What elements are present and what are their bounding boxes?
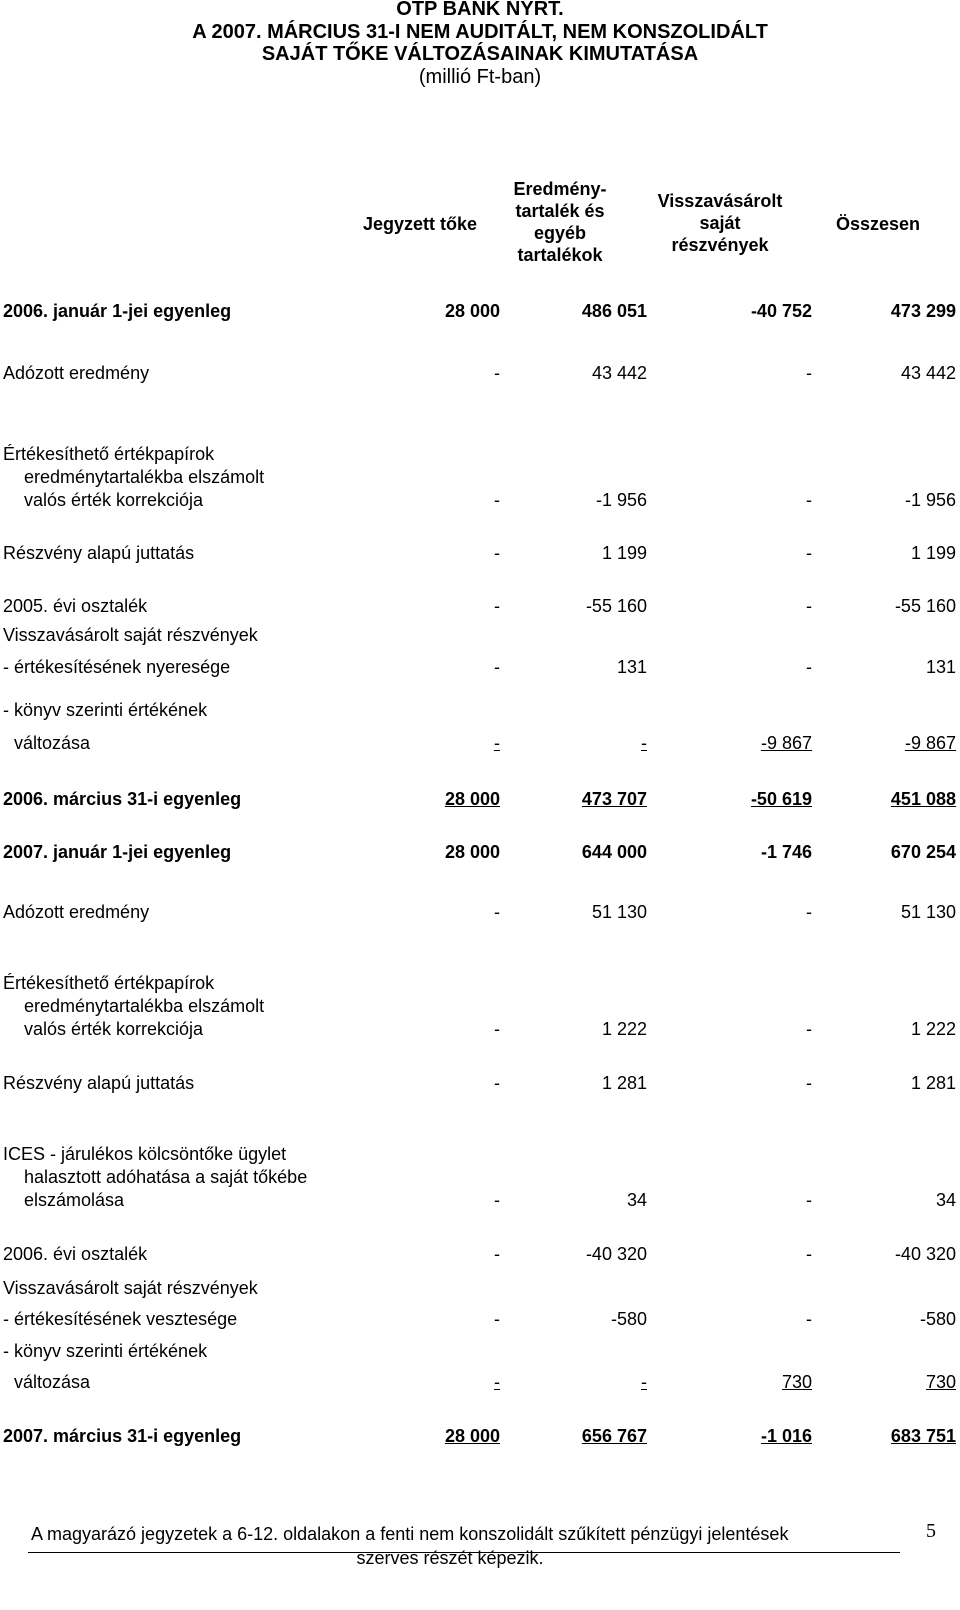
cell-eredmenytartalek: - bbox=[641, 1372, 647, 1392]
page-number: 5 bbox=[926, 1520, 936, 1542]
cell-eredmenytartalek: -580 bbox=[610, 1309, 647, 1329]
cell-osszesen: -1 956 bbox=[904, 490, 956, 510]
row-label: halasztott adóhatása a saját tőkébe bbox=[24, 1167, 308, 1187]
row-label: 2006. évi osztalék bbox=[3, 1244, 148, 1264]
cell-jegyzett-toke: - bbox=[494, 596, 500, 616]
cell-eredmenytartalek: -40 320 bbox=[585, 1244, 647, 1264]
cell-jegyzett-toke: 28 000 bbox=[444, 842, 500, 862]
cell-eredmenytartalek: 43 442 bbox=[591, 363, 647, 383]
cell-visszavasarolt: -1 746 bbox=[760, 842, 812, 862]
cell-osszesen: 451 088 bbox=[890, 789, 956, 809]
footer-note-line2: szerves részét képezik. bbox=[356, 1548, 544, 1568]
cell-eredmenytartalek: - bbox=[641, 733, 647, 753]
cell-eredmenytartalek: 656 767 bbox=[581, 1426, 647, 1446]
cell-eredmenytartalek: 473 707 bbox=[581, 789, 647, 809]
row-label: eredménytartalékba elszámolt bbox=[24, 996, 265, 1016]
col-header-osszesen: Összesen bbox=[835, 214, 921, 234]
cell-eredmenytartalek: 1 281 bbox=[601, 1073, 647, 1093]
cell-osszesen: 51 130 bbox=[900, 902, 956, 922]
cell-osszesen: 1 281 bbox=[910, 1073, 956, 1093]
cell-osszesen: 473 299 bbox=[890, 301, 956, 321]
row-label: - értékesítésének nyeresége bbox=[3, 657, 231, 677]
unit-note: (millió Ft-ban) bbox=[418, 66, 542, 88]
footer-note-line1: A magyarázó jegyzetek a 6-12. oldalakon a fenti nem konszolidált szűkített pénzügyi jelentések bbox=[31, 1524, 789, 1544]
cell-osszesen: 683 751 bbox=[890, 1426, 956, 1446]
cell-osszesen: 730 bbox=[925, 1372, 956, 1392]
row-label: eredménytartalékba elszámolt bbox=[24, 467, 265, 487]
cell-osszesen: 131 bbox=[925, 657, 956, 677]
cell-visszavasarolt: -40 752 bbox=[750, 301, 812, 321]
row-label: Értékesíthető értékpapírok bbox=[3, 973, 215, 993]
row-label: Adózott eredmény bbox=[3, 363, 150, 383]
cell-jegyzett-toke: - bbox=[494, 543, 500, 563]
cell-visszavasarolt: - bbox=[806, 543, 812, 563]
row-label: Visszavásárolt saját részvények bbox=[3, 625, 258, 645]
cell-eredmenytartalek: 1 222 bbox=[601, 1019, 647, 1039]
cell-jegyzett-toke: - bbox=[494, 1372, 500, 1392]
cell-jegyzett-toke: - bbox=[494, 1309, 500, 1329]
row-label: változása bbox=[14, 733, 91, 753]
cell-visszavasarolt: 730 bbox=[781, 1372, 812, 1392]
cell-osszesen: -9 867 bbox=[904, 733, 956, 753]
cell-osszesen: -55 160 bbox=[894, 596, 956, 616]
row-label: valós érték korrekciója bbox=[24, 490, 204, 510]
cell-eredmenytartalek: 131 bbox=[616, 657, 647, 677]
cell-osszesen: 670 254 bbox=[890, 842, 956, 862]
cell-jegyzett-toke: 28 000 bbox=[444, 301, 500, 321]
row-label: ICES - járulékos kölcsöntőke ügylet bbox=[3, 1144, 287, 1164]
cell-eredmenytartalek: 644 000 bbox=[581, 842, 647, 862]
cell-osszesen: 1 222 bbox=[910, 1019, 956, 1039]
row-label: elszámolása bbox=[24, 1190, 125, 1210]
row-label: 2006. március 31-i egyenleg bbox=[3, 789, 242, 809]
statement-title-line1: A 2007. MÁRCIUS 31-I NEM AUDITÁLT, NEM KONSZOLIDÁLT bbox=[192, 21, 768, 43]
cell-visszavasarolt: -1 016 bbox=[760, 1426, 812, 1446]
cell-osszesen: -580 bbox=[919, 1309, 956, 1329]
statement-title-line2: SAJÁT TŐKE VÁLTOZÁSAINAK KIMUTATÁSA bbox=[261, 43, 699, 65]
cell-osszesen: 1 199 bbox=[910, 543, 956, 563]
cell-visszavasarolt: -9 867 bbox=[760, 733, 812, 753]
row-label: 2006. január 1-jei egyenleg bbox=[3, 301, 232, 321]
col-header-jegyzett-toke: Jegyzett tőke bbox=[362, 214, 478, 234]
row-label: - könyv szerinti értékének bbox=[3, 700, 208, 720]
company-name: OTP BANK NYRT. bbox=[396, 0, 564, 20]
cell-jegyzett-toke: - bbox=[494, 1019, 500, 1039]
cell-visszavasarolt: - bbox=[806, 902, 812, 922]
row-label: Adózott eredmény bbox=[3, 902, 150, 922]
row-label: 2007. március 31-i egyenleg bbox=[3, 1426, 242, 1446]
cell-visszavasarolt: - bbox=[806, 657, 812, 677]
row-label: változása bbox=[14, 1372, 91, 1392]
cell-eredmenytartalek: 34 bbox=[626, 1190, 647, 1210]
cell-visszavasarolt: -50 619 bbox=[750, 789, 812, 809]
cell-jegyzett-toke: - bbox=[494, 490, 500, 510]
row-label: 2005. évi osztalék bbox=[3, 596, 148, 616]
cell-jegyzett-toke: - bbox=[494, 1244, 500, 1264]
cell-visszavasarolt: - bbox=[806, 1073, 812, 1093]
cell-jegyzett-toke: - bbox=[494, 733, 500, 753]
cell-visszavasarolt: - bbox=[806, 1244, 812, 1264]
row-label: valós érték korrekciója bbox=[24, 1019, 204, 1039]
cell-eredmenytartalek: -1 956 bbox=[595, 490, 647, 510]
cell-visszavasarolt: - bbox=[806, 363, 812, 383]
cell-visszavasarolt: - bbox=[806, 1190, 812, 1210]
cell-jegyzett-toke: 28 000 bbox=[444, 1426, 500, 1446]
row-label: - értékesítésének vesztesége bbox=[3, 1309, 238, 1329]
cell-eredmenytartalek: 51 130 bbox=[591, 902, 647, 922]
row-label: 2007. január 1-jei egyenleg bbox=[3, 842, 232, 862]
cell-jegyzett-toke: - bbox=[494, 1073, 500, 1093]
col-header-eredmenytartalek: Eredmény- tartalék és egyéb tartalékok bbox=[513, 179, 607, 265]
row-label: Visszavásárolt saját részvények bbox=[3, 1278, 258, 1298]
cell-osszesen: -40 320 bbox=[894, 1244, 956, 1264]
cell-eredmenytartalek: 486 051 bbox=[581, 301, 647, 321]
cell-osszesen: 43 442 bbox=[900, 363, 956, 383]
row-label: Értékesíthető értékpapírok bbox=[3, 444, 215, 464]
cell-eredmenytartalek: -55 160 bbox=[585, 596, 647, 616]
col-header-visszavasarolt: Visszavásárolt saját részvények bbox=[657, 191, 783, 255]
row-label: Részvény alapú juttatás bbox=[3, 543, 195, 563]
cell-visszavasarolt: - bbox=[806, 1309, 812, 1329]
cell-jegyzett-toke: - bbox=[494, 657, 500, 677]
cell-jegyzett-toke: - bbox=[494, 902, 500, 922]
cell-visszavasarolt: - bbox=[806, 490, 812, 510]
cell-visszavasarolt: - bbox=[806, 596, 812, 616]
cell-eredmenytartalek: 1 199 bbox=[601, 543, 647, 563]
cell-visszavasarolt: - bbox=[806, 1019, 812, 1039]
cell-jegyzett-toke: - bbox=[494, 1190, 500, 1210]
row-label: Részvény alapú juttatás bbox=[3, 1073, 195, 1093]
cell-osszesen: 34 bbox=[935, 1190, 956, 1210]
row-label: - könyv szerinti értékének bbox=[3, 1341, 208, 1361]
cell-jegyzett-toke: - bbox=[494, 363, 500, 383]
cell-jegyzett-toke: 28 000 bbox=[444, 789, 500, 809]
